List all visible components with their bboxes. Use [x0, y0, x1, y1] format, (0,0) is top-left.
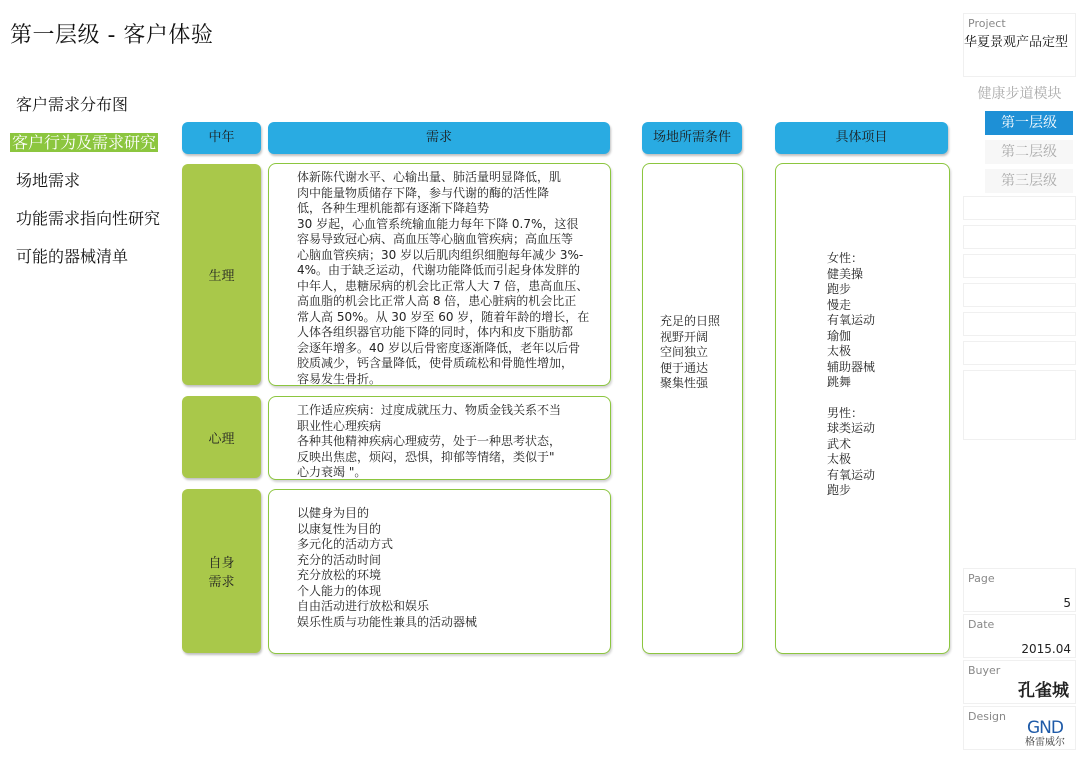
site-conditions-box	[642, 163, 743, 654]
page-label: Page	[968, 572, 995, 585]
text-line: 空间独立	[660, 345, 709, 359]
level-1-button[interactable]: 第一层级	[985, 111, 1073, 135]
text-line: 有氧运动	[827, 313, 876, 327]
text-line: 体新陈代谢水平、心输出量、肺活量明显降低，肌	[297, 170, 562, 184]
date-cell	[963, 614, 1076, 658]
text-line: 娱乐性质与功能性兼具的活动器械	[297, 614, 478, 629]
text-line: 有氧运动	[827, 467, 876, 482]
text-line: 4%。由于缺乏运动，代谢功能降低而引起身体发胖的	[297, 263, 581, 277]
text-line: 低，各种生理机能都有逐渐下降趋势	[297, 201, 490, 215]
text-line: 个人能力的体现	[297, 583, 382, 598]
text-line: 便于通达	[660, 360, 709, 375]
level-2-button[interactable]: 第二层级	[985, 140, 1073, 164]
level-3-button[interactable]: 第三层级	[985, 169, 1073, 193]
text-line: 慢走	[827, 297, 852, 312]
text-line: 容易发生骨折。	[297, 371, 382, 386]
needs-self-box	[268, 489, 611, 654]
text-line: 充分放松的环境	[297, 568, 382, 582]
text-line: 球类运动	[827, 421, 876, 435]
text-line: 人体各组织器官功能下降的同时，体内和皮下脂肪都	[297, 325, 574, 339]
page-number: 5	[1063, 596, 1071, 610]
nav-item-distribution[interactable]: 客户需求分布图	[16, 95, 129, 114]
text-line: 常人高 50%。从 30 岁至 60 岁，随着年龄的增长，在	[297, 309, 590, 324]
text-line: 自由活动进行放松和娱乐	[297, 599, 430, 613]
needs-physiology-box	[268, 163, 611, 386]
design-label: Design	[968, 710, 1006, 723]
text-line: 武术	[827, 436, 852, 451]
female-items-list	[827, 267, 949, 391]
category-self-needs: 自身 需求	[182, 489, 261, 653]
panel-spacer	[963, 225, 1076, 249]
site-conditions-list	[660, 314, 742, 392]
panel-spacer	[963, 341, 1076, 365]
design-cell	[963, 706, 1076, 750]
male-label: 男性：	[827, 405, 864, 420]
text-line: 视野开阔	[660, 329, 709, 344]
text-line: 肉中能量物质储存下降，参与代谢的酶的活性降	[297, 185, 550, 200]
buyer-logo: 孔雀城	[1018, 681, 1069, 701]
text-line: 职业性心理疾病	[297, 418, 382, 433]
text-line: 高血脂的机会比正常人高 8 倍，患心脏病的机会比正	[297, 294, 577, 308]
text-line: 中年人，患糖尿病的机会比正常人大 7 倍，患高血压、	[297, 278, 589, 293]
nav-item-behavior-research[interactable]: 客户行为及需求研究	[12, 133, 157, 152]
panel-spacer	[963, 254, 1076, 278]
design-logo: GND 格雷威尔	[1025, 718, 1065, 748]
header-site-conditions: 场地所需条件	[642, 122, 742, 154]
text-line: 胶质减少，钙含量降低，使骨质疏松和骨脆性增加，	[297, 356, 574, 370]
page-cell	[963, 568, 1076, 612]
panel-spacer	[963, 196, 1076, 220]
text-line: 心力衰竭 "。	[297, 465, 367, 479]
date-value: 2015.04	[1021, 642, 1071, 656]
project-cell	[963, 13, 1076, 77]
text-line: 心脑血管疾病；30 岁以后肌肉组织细胞每年减少 3%-	[297, 247, 584, 262]
date-label: Date	[968, 618, 995, 631]
panel-spacer	[963, 370, 1076, 440]
female-label: 女性：	[827, 251, 864, 265]
text-line: 反映出焦虑，烦闷，恐惧，抑郁等情绪，类似于"	[297, 449, 555, 464]
category-psychology: 心理	[182, 396, 261, 478]
category-physiology: 生理	[182, 164, 261, 385]
text-line: 瑜伽	[827, 328, 852, 343]
needs-self-text	[297, 506, 610, 630]
left-nav	[12, 94, 176, 284]
text-line: 以健身为目的	[297, 506, 370, 520]
text-line: 聚集性强	[660, 376, 709, 390]
text-line: 太极	[827, 452, 852, 466]
text-line: 容易导致冠心病、高血压等心脑血管疾病；高血压等	[297, 232, 574, 246]
text-line: 会逐年增多。40 岁以后骨密度逐渐降低，老年以后骨	[297, 340, 581, 355]
text-line: 各种其他精神疾病心理疲劳，处于一种思考状态，	[297, 434, 562, 448]
panel-spacer	[963, 312, 1076, 336]
buyer-cell	[963, 660, 1076, 704]
text-line: 太极	[827, 344, 852, 358]
project-value: 华夏景观产品定型	[964, 35, 1069, 50]
project-label: Project	[968, 17, 1006, 30]
page-title: 第一层级 - 客户体验	[10, 23, 214, 48]
text-line: 充分的活动时间	[297, 552, 382, 567]
text-line: 跑步	[827, 282, 852, 296]
text-line: 跳舞	[827, 375, 852, 389]
nav-item-site-needs[interactable]: 场地需求	[16, 171, 81, 190]
text-line: 以康复性为目的	[297, 521, 382, 536]
needs-physiology-text	[297, 170, 610, 387]
header-category: 中年	[182, 122, 261, 154]
text-line: 跑步	[827, 483, 852, 497]
module-name: 健康步道模块	[977, 86, 1062, 102]
needs-psychology-box	[268, 396, 611, 480]
text-line: 多元化的活动方式	[297, 537, 394, 551]
text-line: 工作适应疾病：过度成就压力、物质金钱关系不当	[297, 403, 562, 417]
header-needs: 需求	[268, 122, 610, 154]
nav-item-equipment-list[interactable]: 可能的器械清单	[16, 247, 129, 266]
nav-item-function-research[interactable]: 功能需求指向性研究	[16, 209, 161, 228]
text-line: 健美操	[827, 266, 864, 281]
text-line: 充足的日照	[660, 314, 721, 328]
needs-psychology-text	[297, 403, 610, 481]
header-specific-items: 具体项目	[775, 122, 948, 154]
panel-spacer	[963, 283, 1076, 307]
text-line: 辅助器械	[827, 359, 876, 374]
buyer-label: Buyer	[968, 664, 1001, 677]
specific-items-box	[775, 163, 950, 654]
male-items-list	[827, 421, 949, 499]
text-line: 30 岁起，心血管系统输血能力每年下降 0.7%，这很	[297, 216, 579, 231]
